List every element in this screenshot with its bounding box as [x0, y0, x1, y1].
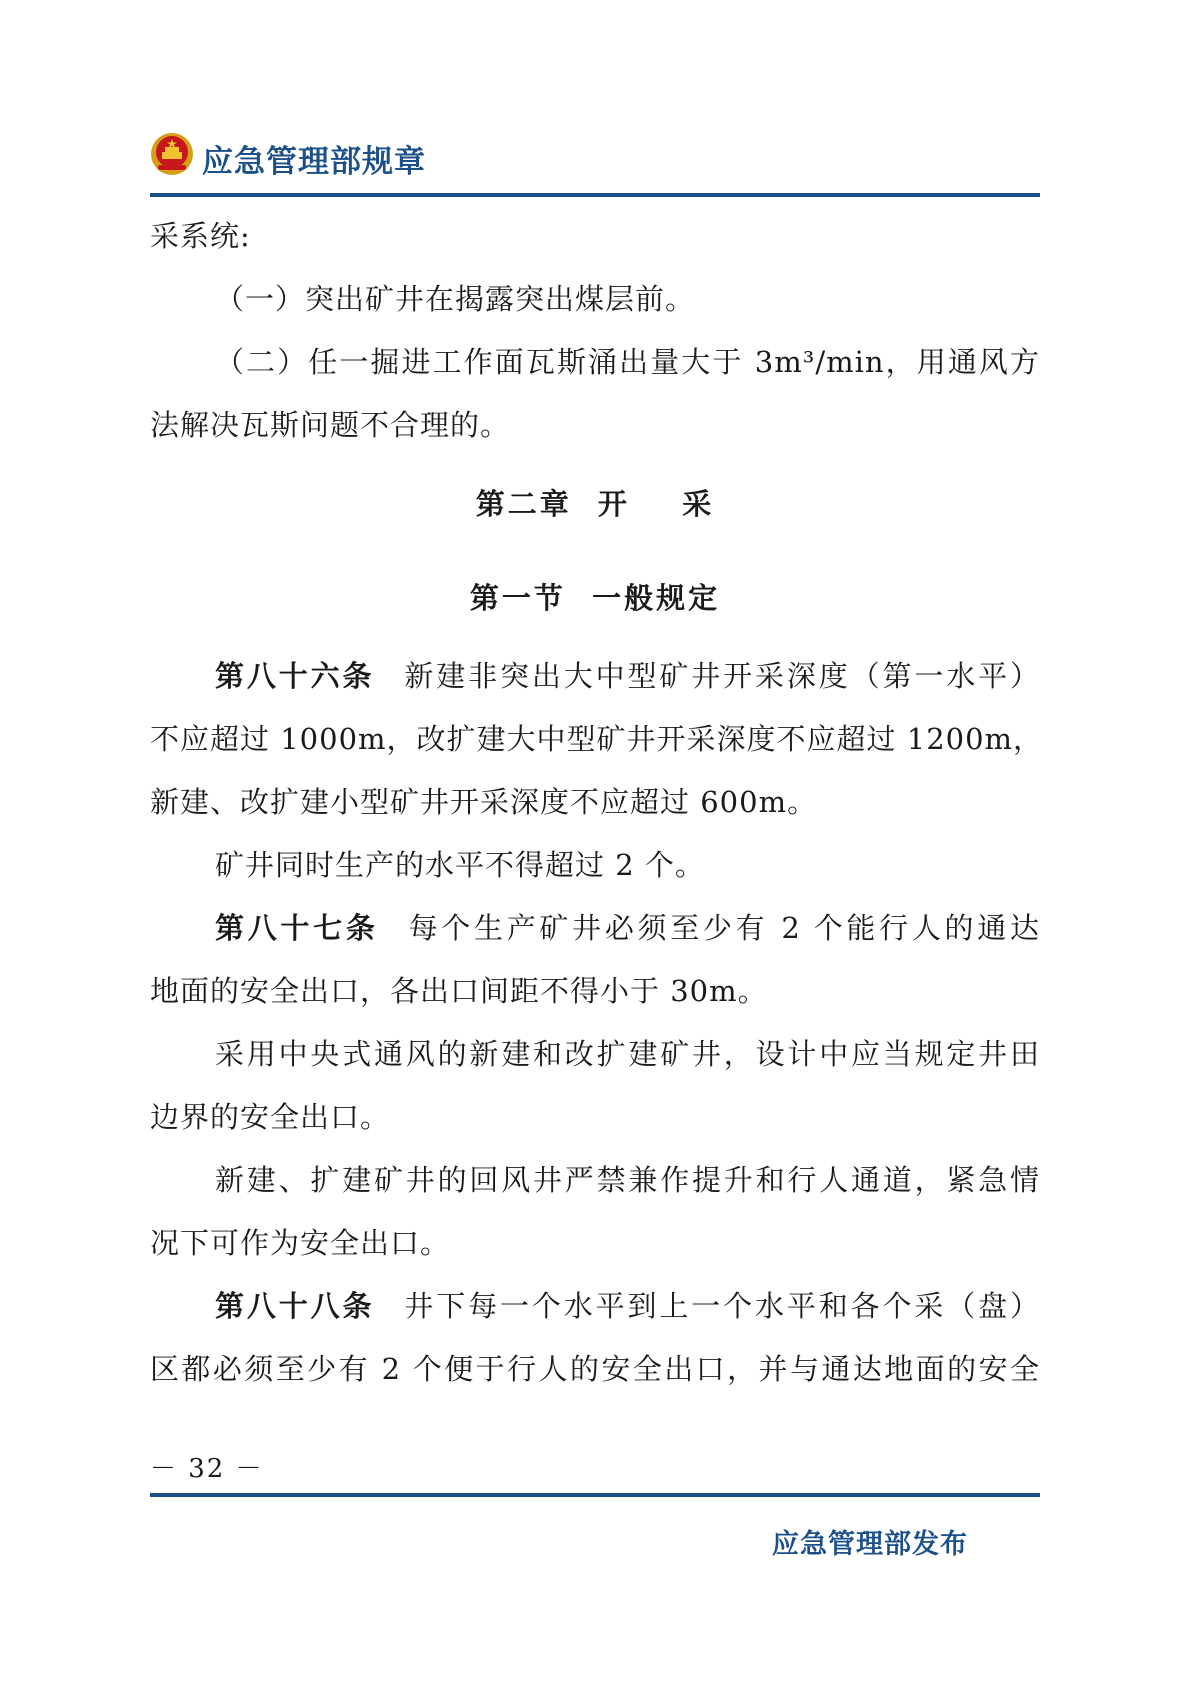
text-line: 边界的安全出口。	[150, 1100, 391, 1134]
article-text: 新建非突出大中型矿井开采深度（第一水平）	[404, 659, 1040, 693]
text-line: 采系统:	[150, 219, 251, 253]
article-label: 第八十六条	[215, 659, 375, 693]
header-divider	[150, 193, 1040, 197]
article-87-first-line	[150, 897, 1040, 960]
article-86-first-line	[150, 645, 1040, 708]
article-text: 井下每一个水平到上一个水平和各个采（盘）	[404, 1289, 1040, 1323]
text-line: （二）任一掘进工作面瓦斯涌出量大于 3m³/min，用通风方	[215, 345, 1040, 379]
page-header	[150, 128, 1040, 184]
text-line: 地面的安全出口，各出口间距不得小于 30m。	[150, 974, 768, 1008]
footer-divider	[150, 1493, 1040, 1497]
text-line: 况下可作为安全出口。	[150, 1226, 451, 1260]
chapter-heading: 第二章 开 采	[475, 487, 715, 521]
article-label: 第八十七条	[215, 911, 379, 945]
text-line: 新建、扩建矿井的回风井严禁兼作提升和行人通道，紧急情	[215, 1163, 1040, 1197]
section-heading: 第一节 一般规定	[469, 581, 721, 615]
document-body	[150, 205, 1044, 1401]
text-line: 法解决瓦斯问题不合理的。	[150, 408, 511, 442]
article-text: 每个生产矿井必须至少有 2 个能行人的通达	[408, 911, 1040, 945]
header-title: 应急管理部规章	[202, 144, 426, 180]
text-line: 新建、改扩建小型矿井开采深度不应超过 600m。	[150, 785, 818, 819]
text-line: 矿井同时生产的水平不得超过 2 个。	[215, 848, 705, 882]
page-number: － 32 －	[150, 1454, 264, 1484]
article-88-first-line	[150, 1275, 1040, 1338]
article-label: 第八十八条	[215, 1289, 375, 1323]
text-line: 区都必须至少有 2 个便于行人的安全出口，并与通达地面的安全	[150, 1352, 1040, 1386]
footer-publisher: 应急管理部发布	[772, 1529, 968, 1560]
text-line: 不应超过 1000m，改扩建大中型矿井开采深度不应超过 1200m，	[150, 722, 1044, 756]
text-line: 采用中央式通风的新建和改扩建矿井，设计中应当规定井田	[215, 1037, 1040, 1071]
text-line: （一）突出矿井在揭露突出煤层前。	[215, 282, 696, 316]
national-emblem-icon	[150, 132, 194, 176]
